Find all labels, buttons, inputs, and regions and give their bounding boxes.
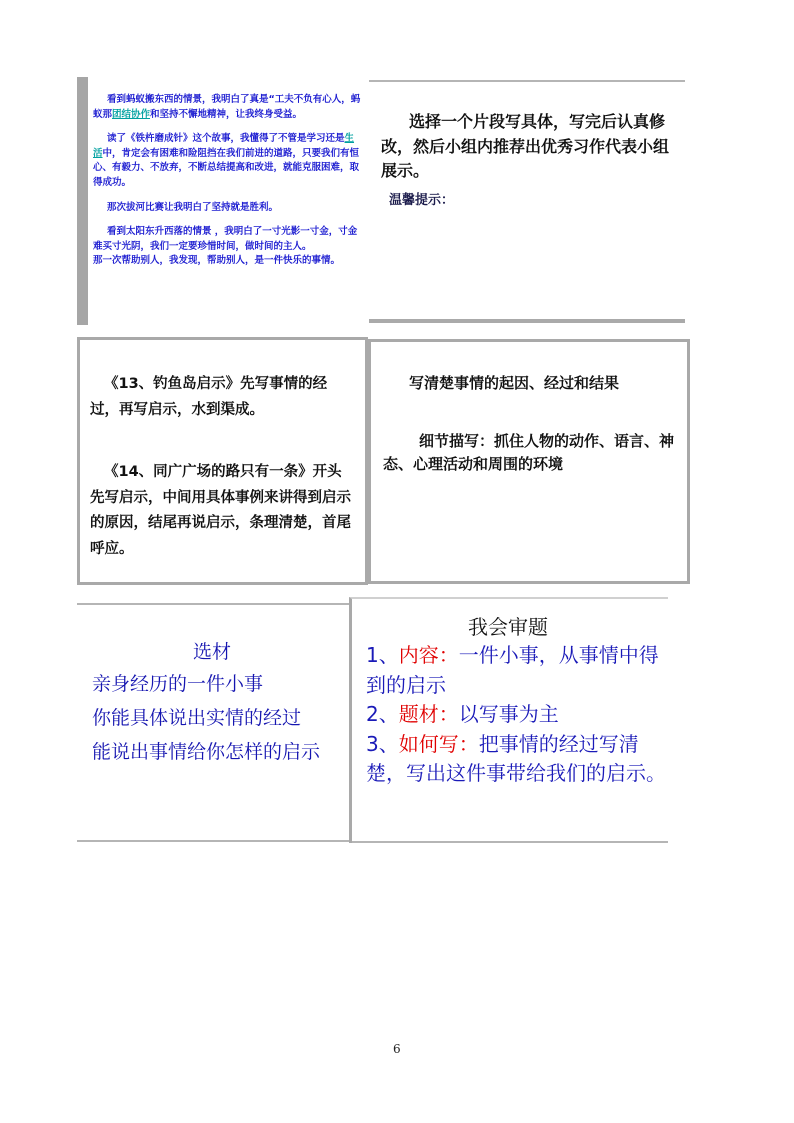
example-paragraph-2: 读了《铁杵磨成针》这个故事，我懂得了不管是学习还是生活中，肯定会有困难和险阻挡在我们前进的道路，只要我们有恒心、有毅力、不放弃，不断总结提高和改进，就能克服困难，取得成功。 bbox=[93, 133, 360, 188]
slide-material bbox=[77, 603, 349, 842]
slide-writing-tips bbox=[368, 339, 690, 584]
review-title: 我会审题 bbox=[468, 615, 548, 639]
example-paragraph-3: 那次拔河比赛让我明白了坚持就是胜利。 bbox=[107, 201, 279, 213]
bottom-rule bbox=[77, 840, 349, 842]
example-paragraph-4: 看到太阳东升西落的情景 ，我明白了一寸光影一寸金，寸金难买寸光阴，我们一定要珍惜时间，做时间的主人。 bbox=[93, 226, 358, 252]
page-number: 6 bbox=[393, 1042, 401, 1056]
top-rule bbox=[77, 603, 349, 605]
review-list bbox=[366, 641, 666, 789]
bottom-rule bbox=[352, 841, 668, 843]
material-line-2: 你能具体说出实情的经过 bbox=[92, 707, 302, 729]
material-title: 选材 bbox=[193, 641, 232, 663]
tip-label: 温馨提示： bbox=[389, 193, 455, 208]
material-line-1: 亲身经历的一件小事 bbox=[92, 673, 264, 695]
bottom-rule bbox=[369, 319, 685, 323]
review-item-content: 1、内容：一件小事，从事情中得到的启示 bbox=[366, 643, 659, 697]
material-list bbox=[92, 667, 320, 769]
tip-detail-description: 细节描写：抓住人物的动作、语言、神态、心理活动和周围的环境 bbox=[383, 432, 675, 473]
material-line-3: 能说出事情给你怎样的启示 bbox=[92, 741, 321, 763]
review-item-how: 3、如何写：把事情的经过写清楚，写出这件事带给我们的启示。 bbox=[366, 731, 666, 785]
structure-example-1: 《13、钓鱼岛启示》先写事情的经过，再写启示，水到渠成。 bbox=[90, 376, 328, 418]
slide-task bbox=[369, 80, 685, 325]
link-text[interactable]: 团结协作 bbox=[112, 108, 151, 120]
example-paragraph-5: 那一次帮助别人，我发现，帮助别人，是一件快乐的事情。 bbox=[93, 255, 341, 267]
example-paragraph-1: 看到蚂蚁搬东西的情景，我明白了真是“工夫不负有心人，蚂蚁那团结协作和坚持不懈地精神，让我终身受益。 bbox=[93, 94, 361, 120]
link-text[interactable]: 生活 bbox=[93, 133, 355, 159]
example-text bbox=[93, 93, 363, 279]
slide-examples bbox=[77, 77, 369, 325]
tip-cause-process-result: 写清楚事情的起因、经过和结果 bbox=[409, 374, 620, 392]
task-text: 选择一个片段写具体，写完后认真修改，然后小组内推荐出优秀习作代表小组展示。 bbox=[381, 112, 670, 180]
slide-structure-examples bbox=[77, 337, 368, 585]
review-item-topic: 2、题材：以写事为主 bbox=[366, 702, 559, 726]
slide-topic-review bbox=[349, 597, 668, 843]
slide-left-bar bbox=[77, 77, 88, 325]
top-rule bbox=[369, 80, 685, 82]
structure-example-2: 《14、同广广场的路只有一条》开头先写启示，中间用具体事例来讲得到启示的原因，结尾再说启示，条理清楚，首尾呼应。 bbox=[90, 464, 351, 557]
